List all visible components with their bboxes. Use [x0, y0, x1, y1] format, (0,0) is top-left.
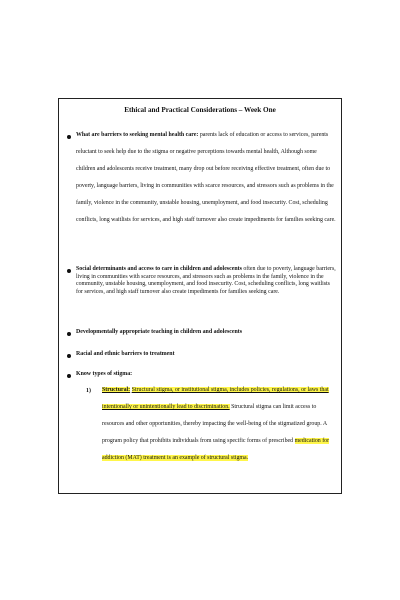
bullet-marker — [67, 135, 71, 139]
barriers-heading: What are barriers to seeking mental health care: — [76, 132, 199, 138]
social-determinants-paragraph — [76, 266, 336, 296]
racial-ethnic-heading: Racial and ethnic barriers to treatment — [76, 351, 175, 357]
barriers-body: parents lack of education or access to services, parents reluctant to seek help due to the stigma or negative perceptions towards mental health, Although some children and adolescents receive treatment, many drop out before receiving effective treatment, often due to poverty, language barriers, living in communities with scarce resources, and stressors such as problems in the family, violence in the community, unstable housing, unemployment, and food insecurity. Cost, scheduling conflicts, long waitlists for services, and high staff turnover also create impediments for families seeking care. — [76, 132, 336, 223]
social-determinants-body: often due to poverty, language barriers, living in communities with scarce resources, and stressors such as problems in the family, violence in the community, unstable housing, unemployment, and food insecurity. Cost, scheduling conflicts, long waitlists for services, and high staff turnover also create impediments for families seeking care. — [76, 266, 336, 295]
stigma-item-number: 1) — [86, 388, 91, 394]
bullet-marker — [67, 332, 71, 336]
stigma-types-heading: Know types of stigma: — [76, 371, 133, 377]
structural-stigma-paragraph — [102, 382, 338, 467]
barriers-paragraph — [76, 127, 336, 228]
bullet-marker — [67, 374, 71, 378]
developmental-teaching-heading: Developmentally appropriate teaching in children and adolescents — [76, 329, 243, 335]
structural-description: Structural stigma can limit access to resources and other opportunities, thereby impacting the well-being of the stigmatized group. A program policy that prohibits individuals from using specific forms of prescribed — [102, 403, 327, 444]
structural-definition: Structural stigma, or institutional stigma, includes policies, regulations, or laws that intentionally or unintentionally lead to discrimination. — [102, 387, 329, 410]
social-determinants-heading: Social determinants and access to care in children and adolescents — [76, 266, 242, 272]
bullet-marker — [67, 354, 71, 358]
document-title: Ethical and Practical Considerations – Week One — [124, 106, 276, 114]
bullet-marker — [67, 269, 71, 273]
structural-example: medication for addiction (MAT) treatment is an example of structural stigma. — [102, 437, 330, 461]
document-page — [58, 98, 342, 494]
structural-label: Structural: — [102, 387, 131, 393]
